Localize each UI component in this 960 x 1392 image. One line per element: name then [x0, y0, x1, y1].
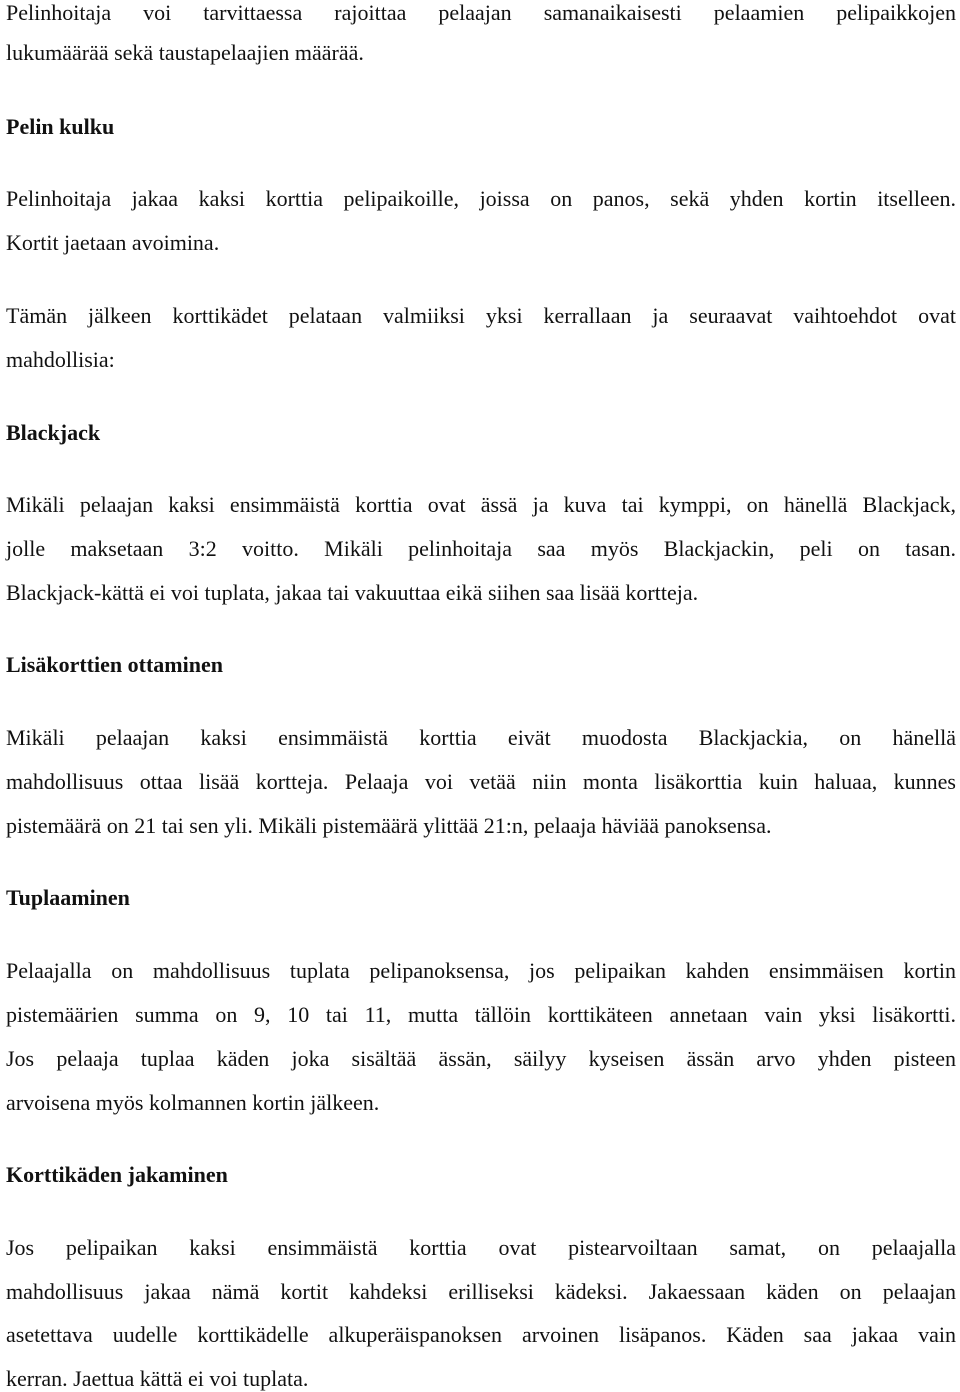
paragraph-line: Pelaajalla on mahdollisuus tuplata pelipanoksensa, jos pelipaikan kahden ensimmäisen kortin: [6, 958, 956, 983]
paragraph-line: asetettava uudelle korttikädelle alkuperäispanoksen arvoinen lisäpanos. Käden saa jakaa vain: [6, 1322, 956, 1347]
section-heading-korttikaden-jakaminen: Korttikäden jakaminen: [6, 1162, 228, 1187]
paragraph-line: Mikäli pelaajan kaksi ensimmäistä korttia ovat ässä ja kuva tai kymppi, on hänellä Blackjack,: [6, 492, 956, 517]
paragraph-line: Jos pelipaikan kaksi ensimmäistä korttia ovat pistearvoiltaan samat, on pelaajalla: [6, 1235, 956, 1260]
paragraph-line: arvoisena myös kolmannen kortin jälkeen.: [6, 1090, 380, 1115]
paragraph-line: mahdollisia:: [6, 347, 115, 372]
paragraph-line: Blackjack-kättä ei voi tuplata, jakaa tai vakuuttaa eikä siihen saa lisää kortteja.: [6, 580, 699, 605]
section-heading-pelin-kulku: Pelin kulku: [6, 114, 115, 139]
intro-line-2: lukumäärää sekä taustapelaajien määrää.: [6, 40, 364, 65]
section-heading-lisakorttien-ottaminen: Lisäkorttien ottaminen: [6, 652, 223, 677]
paragraph-line: mahdollisuus ottaa lisää kortteja. Pelaaja voi vetää niin monta lisäkorttia kuin haluaa, kunnes: [6, 769, 956, 794]
section-heading-tuplaaminen: Tuplaaminen: [6, 885, 130, 910]
intro-line-1: Pelinhoitaja voi tarvittaessa rajoittaa pelaajan samanaikaisesti pelaamien pelipaikkojen: [6, 0, 956, 25]
paragraph-line: Kortit jaetaan avoimina.: [6, 230, 220, 255]
paragraph-line: Mikäli pelaajan kaksi ensimmäistä korttia eivät muodosta Blackjackia, on hänellä: [6, 725, 956, 750]
paragraph-line: Tämän jälkeen korttikädet pelataan valmiiksi yksi kerrallaan ja seuraavat vaihtoehdot ovat: [6, 303, 956, 328]
paragraph-line: Jos pelaaja tuplaa käden joka sisältää ässän, säilyy kyseisen ässän arvo yhden pisteen: [6, 1046, 956, 1071]
paragraph-line: mahdollisuus jakaa nämä kortit kahdeksi erilliseksi kädeksi. Jakaessaan käden on pelaajan: [6, 1279, 956, 1304]
paragraph-line: pistemäärä on 21 tai sen yli. Mikäli pistemäärä ylittää 21:n, pelaaja häviää panoksensa.: [6, 813, 772, 838]
section-heading-blackjack: Blackjack: [6, 420, 101, 445]
paragraph-line: pistemäärien summa on 9, 10 tai 11, mutta tällöin korttikäteen annetaan vain yksi lisäkortti.: [6, 1002, 956, 1027]
paragraph-line: jolle maksetaan 3:2 voitto. Mikäli pelinhoitaja saa myös Blackjackin, peli on tasan.: [6, 536, 956, 561]
paragraph-line: kerran. Jaettua kättä ei voi tuplata.: [6, 1366, 309, 1391]
paragraph-line: Pelinhoitaja jakaa kaksi korttia pelipaikoille, joissa on panos, sekä yhden kortin itselleen.: [6, 186, 956, 211]
